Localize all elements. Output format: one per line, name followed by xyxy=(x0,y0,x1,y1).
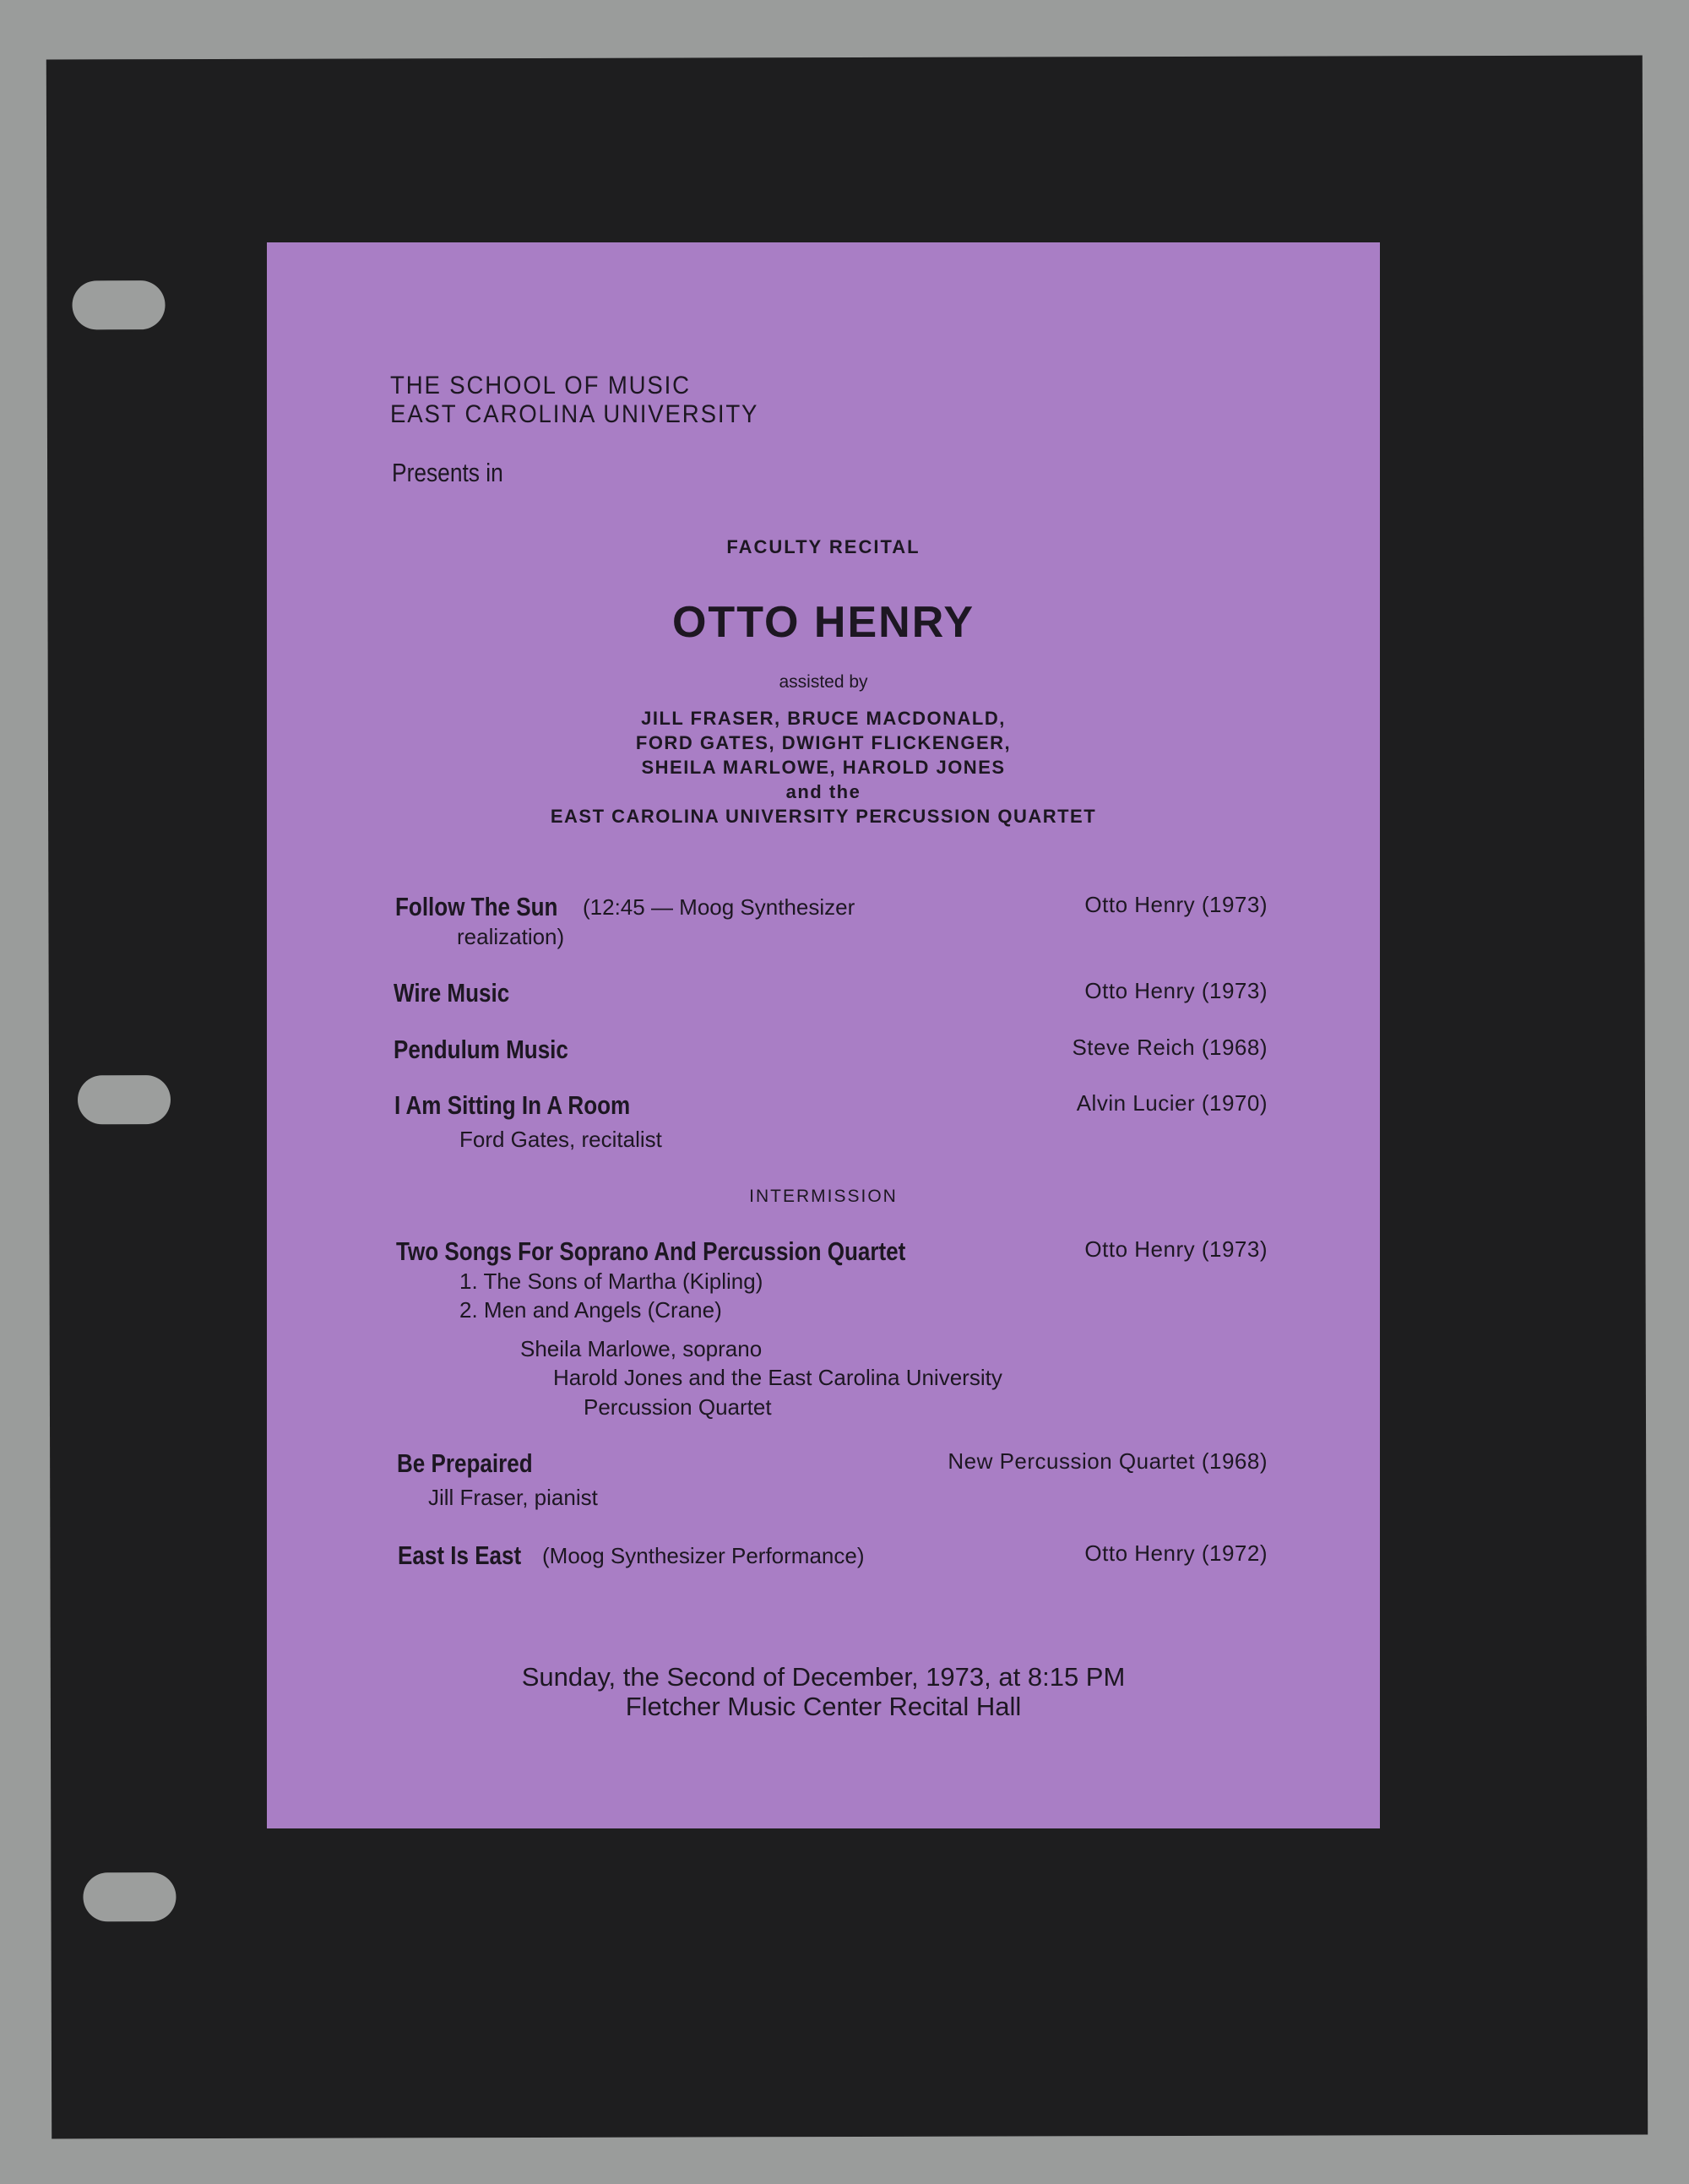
school-name: THE SCHOOL OF MUSIC xyxy=(390,372,691,399)
intermission: INTERMISSION xyxy=(749,1187,898,1206)
university-name: EAST CAROLINA UNIVERSITY xyxy=(390,400,759,428)
work-performer: Ford Gates, recitalist xyxy=(459,1127,662,1152)
work-title: Wire Music xyxy=(394,978,510,1008)
work-title: Pendulum Music xyxy=(394,1035,568,1064)
song-item: 2. Men and Angels (Crane) xyxy=(459,1297,722,1323)
assistants-line: SHEILA MARLOWE, HAROLD JONES xyxy=(641,757,1006,778)
work-title: Two Songs For Soprano And Percussion Quartet xyxy=(396,1236,906,1266)
binder-hole-top xyxy=(72,280,165,329)
performance-venue: Fletcher Music Center Recital Hall xyxy=(625,1692,1022,1721)
assistants-line: JILL FRASER, BRUCE MACDONALD, xyxy=(641,708,1006,729)
work-note: (Moog Synthesizer Performance) xyxy=(542,1543,865,1568)
work-composer: New Percussion Quartet (1968) xyxy=(948,1448,1268,1474)
recital-type: FACULTY RECITAL xyxy=(726,536,921,557)
work-title: East Is East xyxy=(398,1540,522,1570)
work-title: I Am Sitting In A Room xyxy=(394,1090,631,1120)
work-title: Be Prepaired xyxy=(397,1448,533,1478)
binder-hole-bottom xyxy=(83,1872,176,1921)
work-composer: Otto Henry (1973) xyxy=(1084,1236,1268,1262)
assistants-line: FORD GATES, DWIGHT FLICKENGER, xyxy=(635,732,1012,753)
binder-hole-middle xyxy=(78,1075,171,1124)
assistants-line: EAST CAROLINA UNIVERSITY PERCUSSION QUARTET xyxy=(550,806,1097,827)
work-composer: Otto Henry (1973) xyxy=(1084,978,1268,1003)
song-item: 1. The Sons of Martha (Kipling) xyxy=(459,1269,763,1294)
work-composer: Steve Reich (1968) xyxy=(1072,1035,1268,1060)
performance-date: Sunday, the Second of December, 1973, at 8:15 PM xyxy=(521,1662,1126,1692)
work-composer: Otto Henry (1973) xyxy=(1084,892,1268,917)
assistants-line: and the xyxy=(785,781,861,802)
work-title: Follow The Sun xyxy=(395,892,558,921)
assisted-by: assisted by xyxy=(779,672,868,692)
work-composer: Alvin Lucier (1970) xyxy=(1076,1090,1268,1116)
recital-program-sheet xyxy=(267,242,1380,1828)
work-composer: Otto Henry (1972) xyxy=(1084,1540,1268,1566)
work-performer: Harold Jones and the East Carolina University xyxy=(553,1365,1002,1390)
assistants-list xyxy=(267,706,1380,829)
work-performer: Sheila Marlowe, soprano xyxy=(520,1336,763,1361)
performer-name: OTTO HENRY xyxy=(671,598,975,647)
work-note: realization) xyxy=(457,924,565,949)
presents-in: Presents in xyxy=(392,458,503,487)
work-performer: Percussion Quartet xyxy=(584,1394,772,1420)
work-note: (12:45 — Moog Synthesizer xyxy=(583,894,855,920)
work-performer: Jill Fraser, pianist xyxy=(428,1485,598,1510)
